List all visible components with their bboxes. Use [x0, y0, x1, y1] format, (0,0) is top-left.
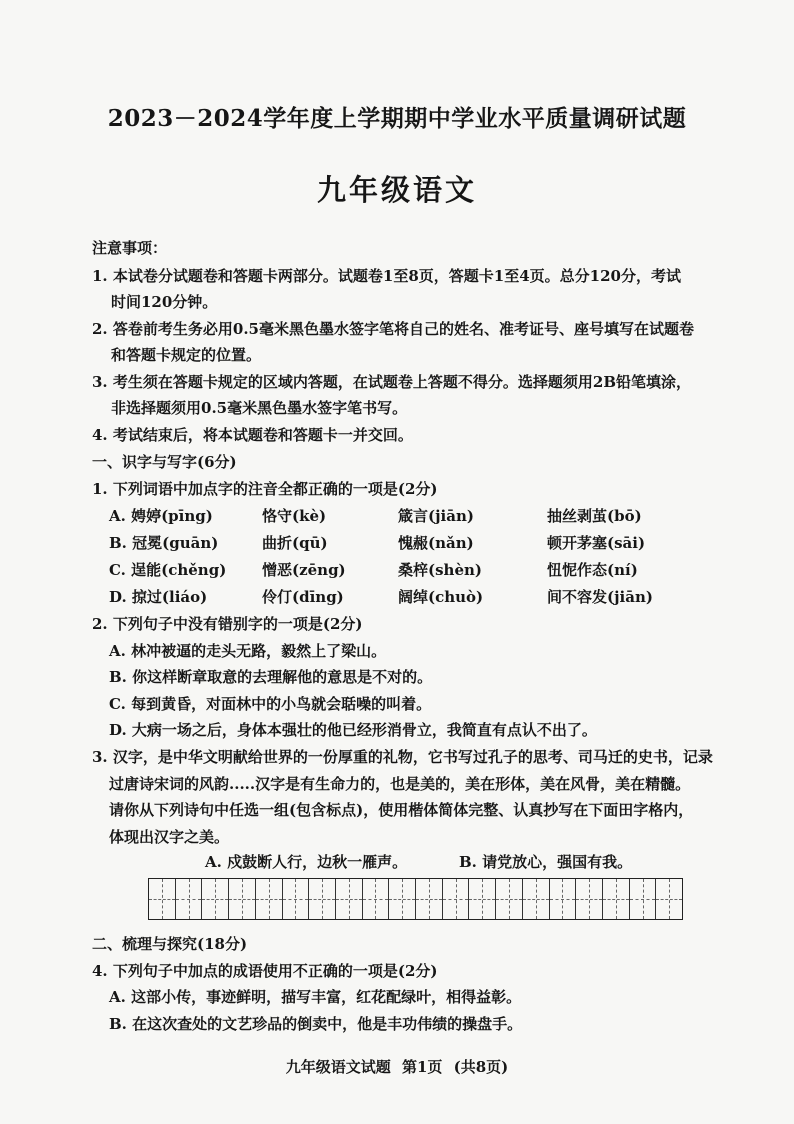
q3-text: 3. 汉字，是中华文明献给世界的一份厚重的礼物，它书写过孔子的思考、司马迁的史书，记录 — [92, 748, 713, 766]
q2-option-d: D. 大病一场之后，身体本强壮的他已经形消骨立，我简直有点认不出了。 — [109, 721, 597, 739]
q1-option-a-3: 箴言(jiān) — [398, 507, 474, 525]
q1-option-d-1: D. 掠过(liáo) — [109, 588, 208, 606]
q1-option-d-4: 间不容发(jiān) — [547, 588, 653, 606]
q4-option-b: B. 在这次查处的文艺珍品的倒卖中，他是丰功伟绩的操盘手。 — [109, 1015, 523, 1033]
question-stem: 1. 下列词语中加点字的注音全都正确的一项是(2分) — [92, 480, 438, 498]
page-footer: 九年级语文试题 第1页 (共8页) — [285, 1058, 509, 1076]
q1-option-c-1: C. 逞能(chěng) — [109, 561, 227, 579]
q1-option-b-3: 愧赧(nǎn) — [398, 534, 474, 552]
question-stem: 2. 下列句子中没有错别字的一项是(2分) — [92, 615, 363, 633]
q1-option-c-2: 憎恶(zēng) — [262, 561, 346, 579]
notice-line: 1. 本试卷分试题卷和答题卡两部分。试题卷1至8页，答题卡1至4页。总分120分，考试 — [92, 267, 681, 285]
q1-option-d-3: 阔绰(chuò) — [398, 588, 484, 606]
q3-text: 请你从下列诗句中任选一组(包含标点)，使用楷体简体完整、认真抄写在下面田字格内， — [109, 801, 694, 819]
notice-line: 2. 答卷前考生务必用0.5毫米黑色墨水签字笔将自己的姓名、准考证号、座号填写在试题卷 — [92, 320, 694, 338]
notice-line: 和答题卡规定的位置。 — [111, 346, 262, 364]
q2-option-b: B. 你这样断章取意的去理解他的意思是不对的。 — [109, 668, 433, 686]
subject-title: 九年级语文 — [316, 173, 477, 207]
notice-line: 4. 考试结束后，将本试题卷和答题卡一并交回。 — [92, 426, 413, 444]
tianzige-writing-grid[interactable] — [148, 878, 683, 920]
q3-choice-b: B. 请党放心，强国有我。 — [459, 853, 633, 871]
q1-option-c-3: 桑梓(shèn) — [398, 561, 482, 579]
q3-text: 体现出汉字之美。 — [109, 828, 230, 846]
q4-option-a: A. 这部小传，事迹鲜明，描写丰富，红花配绿叶，相得益彰。 — [109, 988, 522, 1006]
exam-title: 2023－2024学年度上学期期中学业水平质量调研试题 — [107, 105, 687, 132]
section-heading: 一、识字与写字(6分) — [92, 453, 237, 471]
q1-option-b-2: 曲折(qū) — [262, 534, 328, 552]
notice-line: 时间120分钟。 — [111, 293, 218, 311]
q3-text: 过唐诗宋词的风韵.....汉字是有生命力的，也是美的，美在形体，美在风骨，美在精髓。 — [109, 775, 691, 793]
q1-option-b-4: 顿开茅塞(sāi) — [547, 534, 646, 552]
q3-choice-a: A. 戍鼓断人行，边秋一雁声。 — [205, 853, 408, 871]
question-stem: 4. 下列句子中加点的成语使用不正确的一项是(2分) — [92, 962, 438, 980]
q2-option-c: C. 每到黄昏，对面林中的小鸟就会聒噪的叫着。 — [109, 695, 432, 713]
q2-option-a: A. 林冲被逼的走头无路，毅然上了梁山。 — [109, 642, 387, 660]
q1-option-a-1: A. 娉婷(pīng) — [109, 507, 213, 525]
q1-option-d-2: 伶仃(dīng) — [262, 588, 344, 606]
q1-option-a-4: 抽丝剥茧(bō) — [547, 507, 642, 525]
q1-option-c-4: 忸怩作态(ní) — [547, 561, 638, 579]
notice-line: 非选择题须用0.5毫米黑色墨水签字笔书写。 — [111, 399, 408, 417]
section-heading: 二、梳理与探究(18分) — [92, 935, 248, 953]
q1-option-b-1: B. 冠冕(guān) — [109, 534, 219, 552]
q1-option-a-2: 恪守(kè) — [262, 507, 327, 525]
notice-heading: 注意事项： — [92, 239, 168, 257]
notice-line: 3. 考生须在答题卡规定的区域内答题，在试题卷上答题不得分。选择题须用2B铅笔填涂， — [92, 373, 692, 391]
